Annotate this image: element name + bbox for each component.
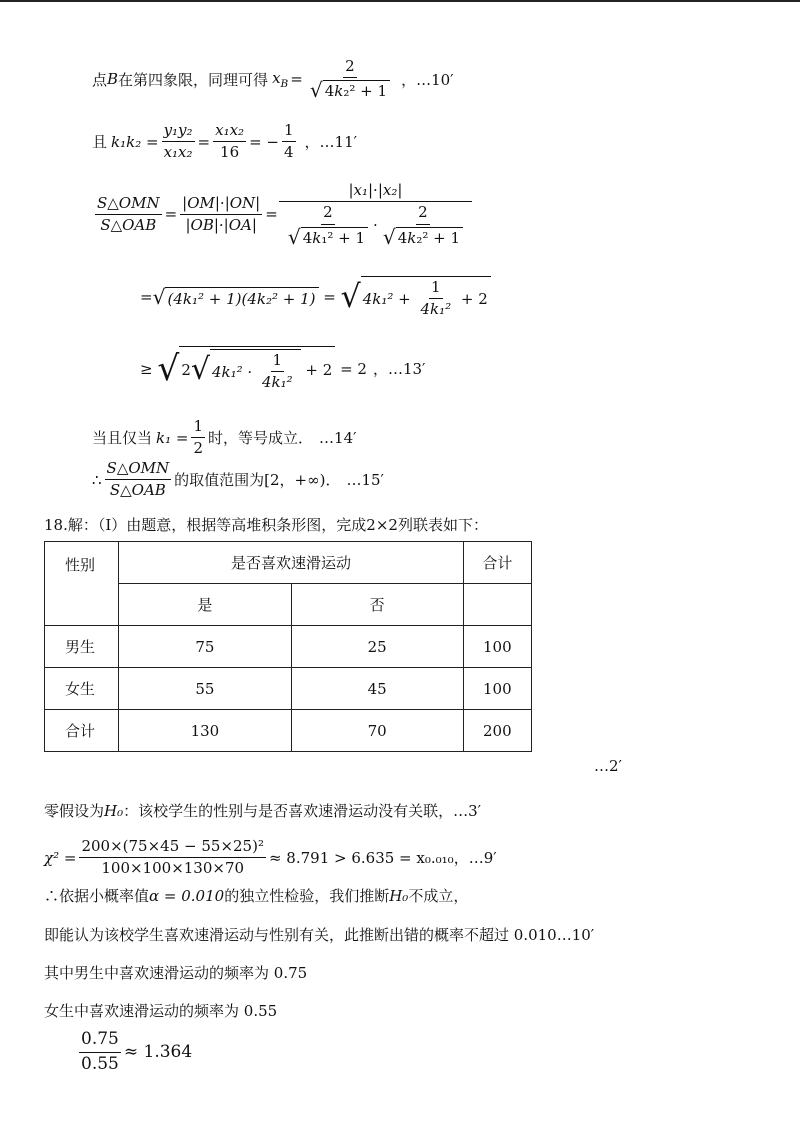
fraction: |x₁|·|x₂| 2 √ 4 k ₁² + 1 · 2 √ 4 k ₂² + 1 <box>281 182 470 247</box>
line-equality: 当且仅当 k₁ = $\frac{1}{2}$ 时，等号成立． …14′ <box>92 417 357 458</box>
conclusion: 即能认为该校学生喜欢速滑运动与性别有关，此推断出错的概率不超过 0.010…10′ <box>44 926 595 944</box>
line-inequality: ≥ √ 2 √ 4k₁² · $\frac{1}{\text{4k₁²}}$ + 2 = 2 ，…13′ <box>140 346 425 392</box>
expr: k₁k₂ = <box>111 132 159 151</box>
independence-test: ∴依据小概率值 α = 0.010 的独立性检验，我们推断 H₀ 不成立， <box>44 886 469 905</box>
table-row <box>45 626 532 668</box>
contingency-table <box>44 541 532 752</box>
table-row <box>45 710 532 752</box>
line-range: ∴ $\frac{\text{S△OMN}}{\text{S△OAB}}$ 的取值范围为[2，+∞)． …15′ <box>92 459 384 500</box>
ratio-line: $\frac{0.75}{0.55}$ ≈ 1.364 <box>81 1029 193 1074</box>
header-yes: 是 <box>119 584 291 626</box>
header-gender: 性别 <box>45 542 119 626</box>
fraction: $\frac{\text{S△OMN}}{\text{S△OAB}}$ <box>97 193 160 234</box>
header-no: 否 <box>291 584 463 626</box>
line-xb: 点 B 在第四象限，同理可得 $x_B$ = 2 √ 4 k ₂² + 1 ，…10′ <box>92 57 454 103</box>
row-label: 男生 <box>45 626 119 668</box>
q18-intro: 18.解：（Ⅰ）由题意，根据等高堆积条形图，完成2×2列联表如下： <box>44 516 488 534</box>
text: 且 <box>92 133 108 152</box>
chi-square-line: χ² = $\frac{\text{200×(75×45 − 55×25)²}}{100\times 100\times 130\times 70}$ ≈ 8.791 > 6.635 = x₀.₀₁₀ ，…9′ <box>44 837 497 878</box>
top-rule <box>0 0 800 2</box>
row-label: 女生 <box>45 668 119 710</box>
cell-no: 45 <box>291 668 463 710</box>
row-label: 合计 <box>45 710 119 752</box>
cell-total: 100 <box>463 626 531 668</box>
male-frequency: 其中男生中喜欢速滑运动的频率为 0.75 <box>44 964 308 982</box>
score-mark-2: …2′ <box>594 757 622 775</box>
text: 点 <box>92 70 108 89</box>
header-like: 是否喜欢速滑运动 <box>119 542 463 584</box>
xb-var: $x_B$ <box>272 68 289 90</box>
female-frequency: 女生中喜欢速滑运动的频率为 0.55 <box>44 1002 278 1020</box>
line-sqrt-product: = √ (4k₁² + 1)(4k₂² + 1) = √ 4k₁² + $\frac{1}{\text{4k₁²}}$ + 2 <box>140 276 491 319</box>
cell-yes: 130 <box>119 710 291 752</box>
fraction: $\frac{|OM|\cdot|ON|}{|OB|\cdot|OA|}$ <box>182 193 261 234</box>
fraction <box>308 58 392 101</box>
score-mark: …14′ <box>319 428 357 447</box>
cell-no: 70 <box>291 710 463 752</box>
score-mark: ，…10′ <box>401 70 454 89</box>
score-mark: …15′ <box>346 470 384 489</box>
fraction: $\frac{1}{4}$ <box>283 121 294 162</box>
score-mark: ，…13′ <box>372 360 426 379</box>
cell-no: 25 <box>291 626 463 668</box>
numerator: 2 <box>343 58 357 78</box>
point-b: B <box>107 70 119 89</box>
table-row <box>45 668 532 710</box>
cell-yes: 75 <box>119 626 291 668</box>
denominator: √ 4 k ₂² + 1 <box>308 78 392 100</box>
line-k1k2: 且 k₁k₂ = $\frac{\text{y₁y₂}}{\text{x₁x₂}}$ = $\frac{\text{x₁x₂}}{16}$ = − $\frac{1}{4}$ ，…11′ <box>92 121 358 162</box>
cell-total: 100 <box>463 668 531 710</box>
null-hypothesis: 零假设为 H₀ ：该校学生的性别与是否喜欢速滑运动没有关联，…3′ <box>44 801 482 820</box>
cell-yes: 55 <box>119 668 291 710</box>
cell-total: 200 <box>463 710 531 752</box>
header-total-empty <box>463 584 531 626</box>
score-mark: ，…11′ <box>304 133 358 152</box>
text: 在第四象限，同理可得 <box>118 70 269 89</box>
fraction: $\frac{\text{y₁y₂}}{\text{x₁x₂}}$ <box>163 121 193 162</box>
fraction: $\frac{\text{x₁x₂}}{16}$ <box>215 121 245 162</box>
line-area-ratio: $\frac{\text{S△OMN}}{\text{S△OAB}}$ = $\frac{|OM|\cdot|ON|}{|OB|\cdot|OA|}$ = |x₁|·|x₂| 2 √ 4 k ₁² + 1 · 2 √ 4 k ₂² + 1 <box>92 182 473 247</box>
header-total: 合计 <box>463 542 531 584</box>
